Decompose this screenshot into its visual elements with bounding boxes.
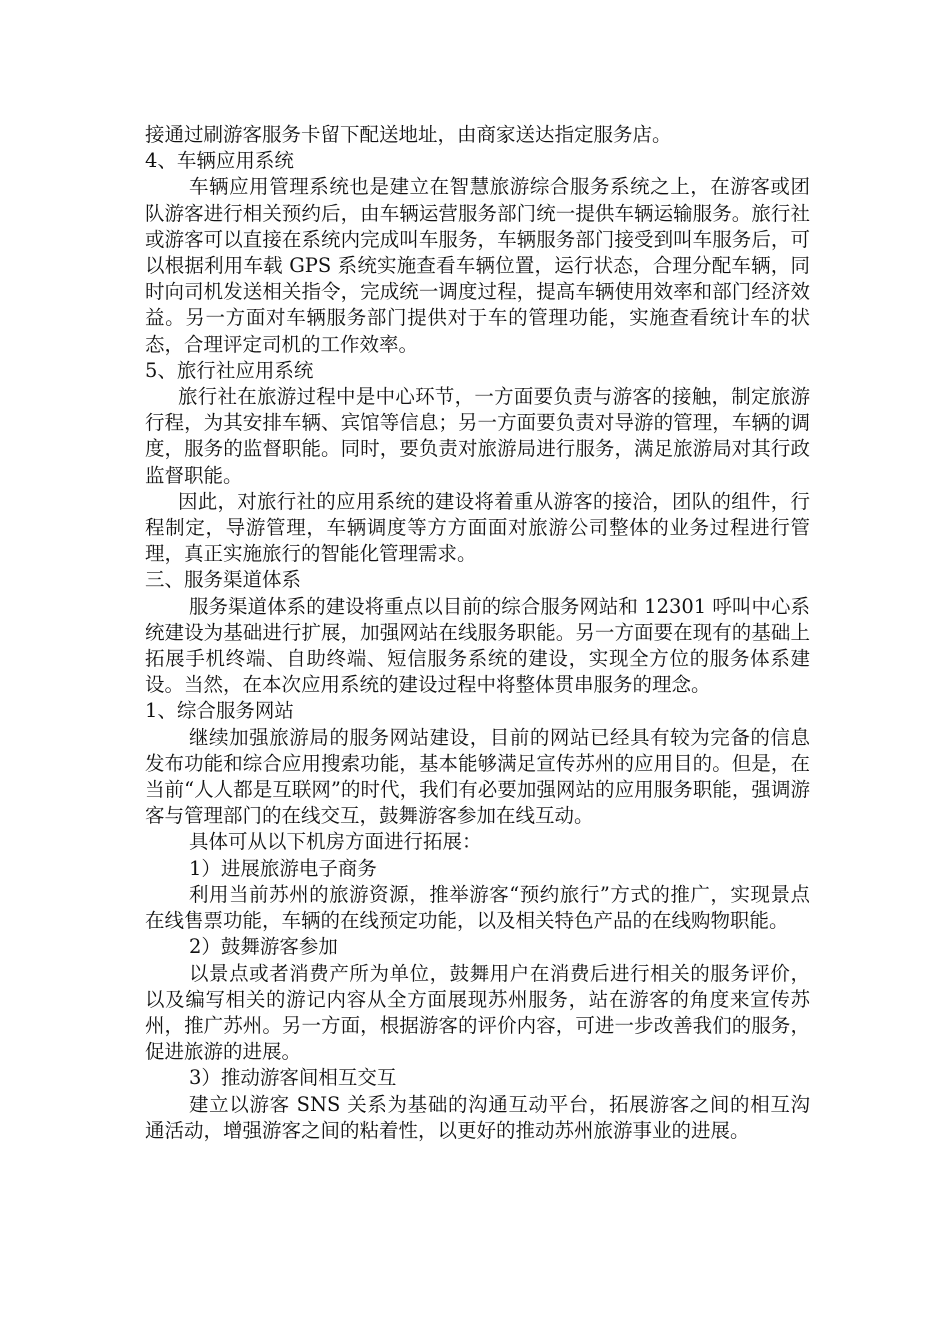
section-heading-service-channels: 三、服务渠道体系 [145,568,302,592]
document-body [145,122,810,1144]
paragraph-service-website: 继续加强旅游局的服务网站建设，目前的网站已经具有较为完备的信息发布功能和综合应用搜索功能，基本能够满足宣传苏州的应用目的。但是，在当前“人人都是互联网”的时代，我们有必要加强网站的应用服务职能，强调游客与管理部门的在线交互，鼓舞游客参加在线互动。 [145,725,810,828]
paragraph-travel-agency-role: 旅行社在旅游过程中是中心环节，一方面要负责与游客的接触，制定旅游行程，为其安排车辆、宾馆等信息；另一方面要负责对导游的管理，车辆的调度，服务的监督职能。同时，要负责对旅游局进行服务，满足旅游局对其行政监督职能。 [145,385,810,487]
paragraph-travel-agency-construction: 因此，对旅行社的应用系统的建设将着重从游客的接洽，团队的组件，行程制定，导游管理，车辆调度等方方面面对旅游公司整体的业务过程进行管理，真正实施旅行的智能化管理需求。 [145,489,810,566]
paragraph-ecommerce: 利用当前苏州的旅游资源，推举游客“预约旅行”方式的推广，实现景点在线售票功能，车辆的在线预定功能，以及相关特色产品的在线购物职能。 [145,882,810,933]
paragraph-interaction: 建立以游客 SNS 关系为基础的沟通互动平台，拓展游客之间的相互沟通活动，增强游客之间的粘着性，以更好的推动苏州旅游事业的进展。 [145,1092,810,1142]
list-item-ecommerce-heading: 1）进展旅游电子商务 [189,856,377,880]
list-item-interaction-heading: 3）推动游客间相互交互 [189,1066,397,1090]
paragraph-participation: 以景点或者消费产所为单位，鼓舞用户在消费后进行相关的服务评价，以及编写相关的游记内容从全方面展现苏州服务，站在游客的角度来宣传苏州，推广苏州。另一方面，根据游客的评价内容，可进一步改善我们的服务，促进旅游的进展。 [145,961,810,1064]
paragraph-service-channels: 服务渠道体系的建设将重点以目前的综合服务网站和 12301 呼叫中心系统建设为基础进行扩展，加强网站在线服务职能。另一方面要在现有的基础上拓展手机终端、自助终端、短信服务系统的建设，实现全方位的服务体系建设。当然，在本次应用系统的建设过程中将整体贯串服务的理念。 [145,594,810,697]
section-heading-service-website: 1、综合服务网站 [145,699,294,723]
list-item-participation-heading: 2）鼓舞游客参加 [189,935,338,959]
section-heading-travel-agency-system: 5、旅行社应用系统 [145,358,314,382]
paragraph-expansion-intro: 具体可从以下机房方面进行拓展： [189,830,482,854]
paragraph-vehicle-system: 车辆应用管理系统也是建立在智慧旅游综合服务系统之上，在游客或团队游客进行相关预约后，由车辆运营服务部门统一提供车辆运输服务。旅行社或游客可以直接在系统内完成叫车服务，车辆服务部门接受到叫车服务后，可以根据利用车载 GPS 系统实施查看车辆位置，运行状态，合理分配车辆，同时向司机发送相关指令，完成统一调度过程，提高车辆使用效率和部门经济效益。另一方面对车辆服务部门提供对于车的管理功能，实施查看统计车的状态，合理评定司机的工作效率。 [145,175,810,356]
section-heading-vehicle-system: 4、车辆应用系统 [145,149,294,173]
paragraph-continuation: 接通过刷游客服务卡留下配送地址，由商家送达指定服务店。 [145,123,672,146]
